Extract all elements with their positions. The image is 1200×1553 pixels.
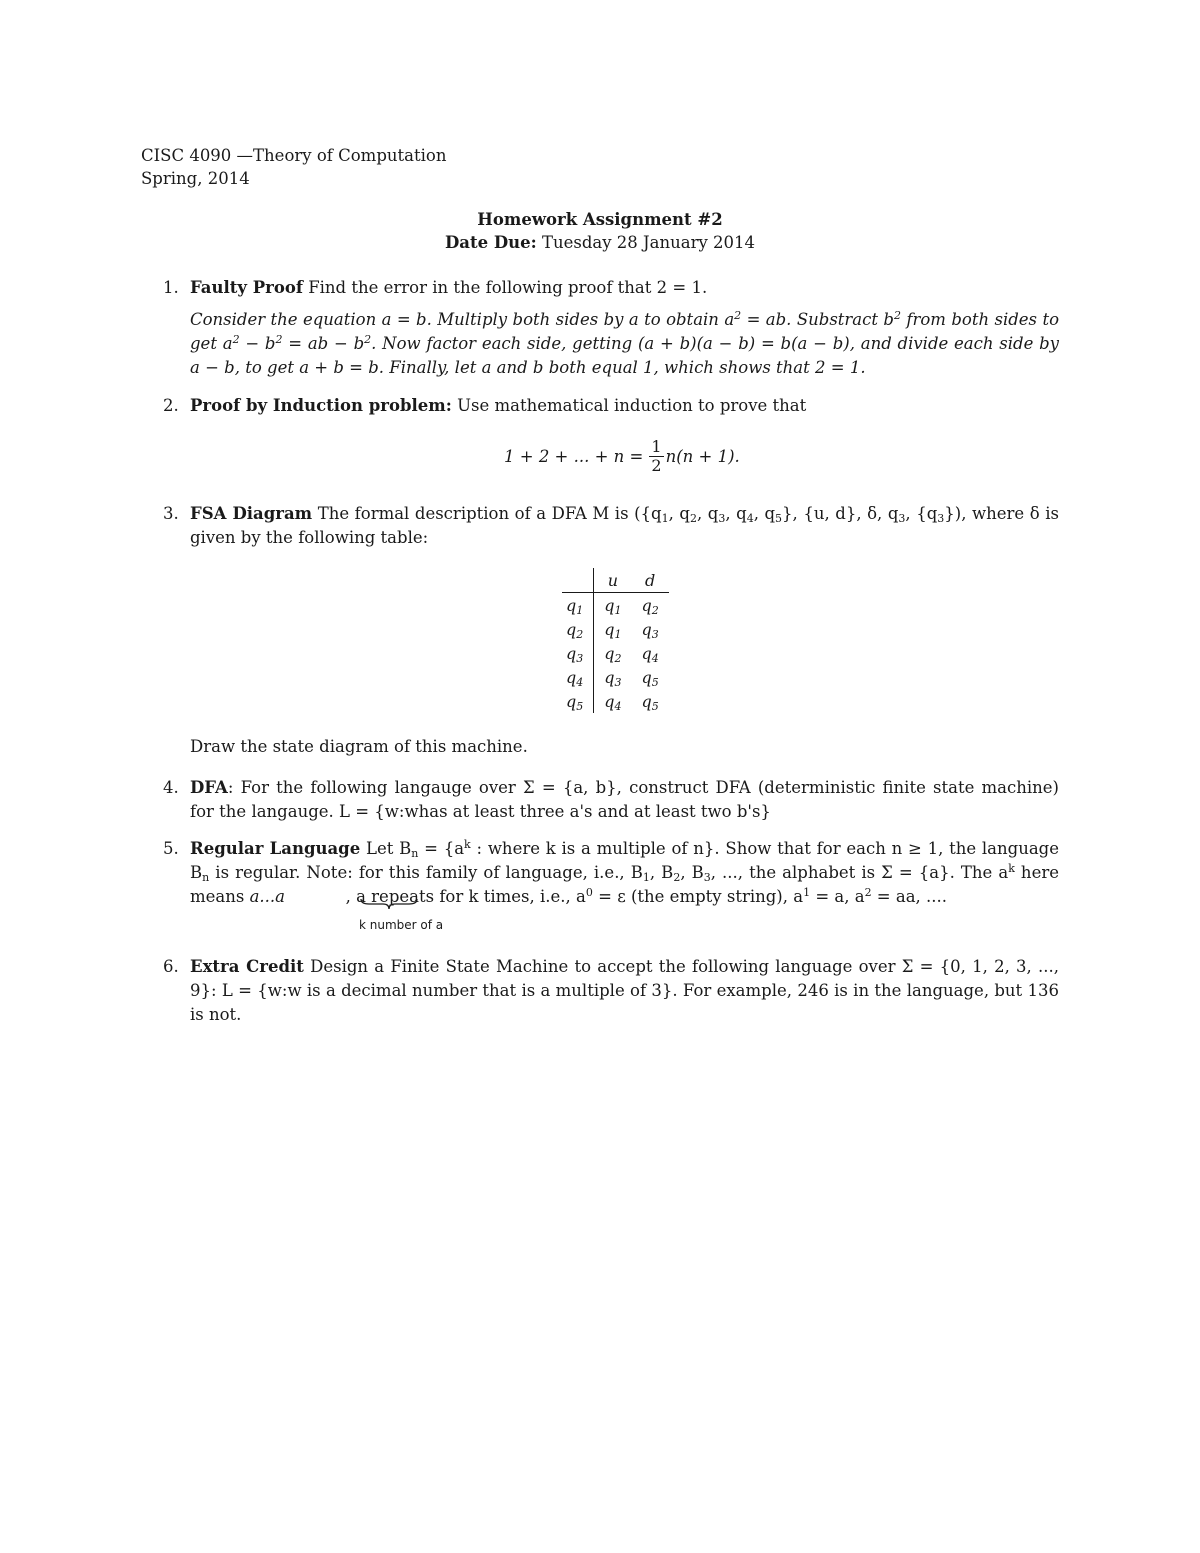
column-header: u (594, 568, 632, 593)
problem-4: 4. DFA: For the following langauge over Σ = {a, b}, construct DFA (deterministic finite state machine) for the langauge. L = {w:whas at least three a's and at least two b's} (163, 778, 1059, 821)
brace-expression: a...a (249, 887, 286, 906)
problem-5: 5. Regular Language Let $B_n = \{a^k$ : where k is a multiple of n}. Show that for each n ≥ 1, the language $B_n$ is regular. Note: for this family of language, i.e., $B_1$, $B_2$, $B_3$, ..., the alphabet is Σ = {a}. The $a^k$ here means a...a , a repeats for k times, i.e., $a^0 = \varepsilon$ (the empty string), $a^1 = a$, $a^2$ = aa, .... k number of a (141, 837, 1059, 909)
course-header (141, 144, 446, 190)
transition-table (562, 568, 669, 713)
table-row: $q_5$ $q_4$ $q_5$ (562, 689, 669, 713)
problem-number: 2. (163, 396, 179, 415)
problem-intro: Find the error in the following proof that 2 = 1. (308, 278, 708, 297)
problem-number: 5. (163, 839, 179, 858)
underbrace-icon (359, 897, 419, 911)
table-row: $q_1$ $q_1$ $q_2$ (562, 593, 669, 618)
problem-3: 3. FSA Diagram The formal description of a DFA M is ({$q_1$, $q_2$, $q_3$, $q_4$, $q_5$}, {u, d}, δ, $q_3$, $\{q_3\}$), where δ is given by the following table: (163, 504, 1059, 547)
problem-intro: Use mathematical induction to prove that (457, 396, 807, 415)
problem-number: 1. (163, 278, 179, 297)
problem-heading: Proof by Induction problem: (190, 396, 452, 415)
induction-equation: 1 + 2 + ... + n = $\frac{1}{2}$ n(n + 1). (504, 436, 740, 475)
brace-label: k number of a (359, 918, 444, 932)
faulty-proof-text: Consider the equation a = b. Multiply both sides by a to obtain $a^2$ = ab. Substract $b^2$ from both sides to get $a^2 - b^2$ = ab − $b^2$. Now factor each side, getting (a + b)(a − b) = b(a − b), and divide each side by a − b, to get a + b = b. Finally, let a and b both equal 1, which shows that 2 = 1. (190, 309, 1060, 377)
table-row: $q_3$ $q_2$ $q_4$ (562, 641, 669, 665)
term-line: Spring, 2014 (141, 169, 250, 188)
problem-1 (141, 276, 1059, 380)
course-line: CISC 4090 —Theory of Computation (141, 146, 447, 165)
problem-number: 3. (163, 504, 179, 523)
problem-number: 4. (163, 778, 179, 797)
problem-heading: Faulty Proof (190, 278, 303, 297)
assignment-title: Homework Assignment #2 (477, 210, 723, 229)
problem-6: 6. Extra Credit Design a Finite State Machine to accept the following language over Σ = {0, 1, 2, 3, ..., 9}: L = {w:w is a decimal number that is a multiple of 3}. For example, 246 is in the language, but 136 is not. (163, 957, 1059, 1024)
assignment-title-block (141, 208, 1059, 254)
table-row: $q_4$ $q_3$ $q_5$ (562, 665, 669, 689)
table-header-row (562, 568, 669, 593)
column-header: d (632, 568, 669, 593)
problem-number: 6. (163, 957, 179, 976)
due-label: Date Due: (444, 233, 537, 252)
problem-3-instruction: Draw the state diagram of this machine. (190, 737, 528, 756)
problem-heading: DFA (190, 778, 228, 797)
fraction-one-half: $\frac{1}{2}$ (651, 436, 662, 475)
dfa-description: The formal description of a DFA M is ({$q_1$, $q_2$, $q_3$, $q_4$, $q_5$}, {u, d}, δ, $q_3$, $\{q_3\}$), where δ (317, 504, 1040, 525)
problem-heading: FSA Diagram (190, 504, 313, 523)
table-row: $q_2$ $q_1$ $q_3$ (562, 617, 669, 641)
due-date: Tuesday 28 January 2014 (541, 233, 756, 252)
problem-heading: Regular Language (190, 839, 361, 858)
problem-2 (141, 394, 1059, 418)
problem-heading: Extra Credit (190, 957, 304, 976)
